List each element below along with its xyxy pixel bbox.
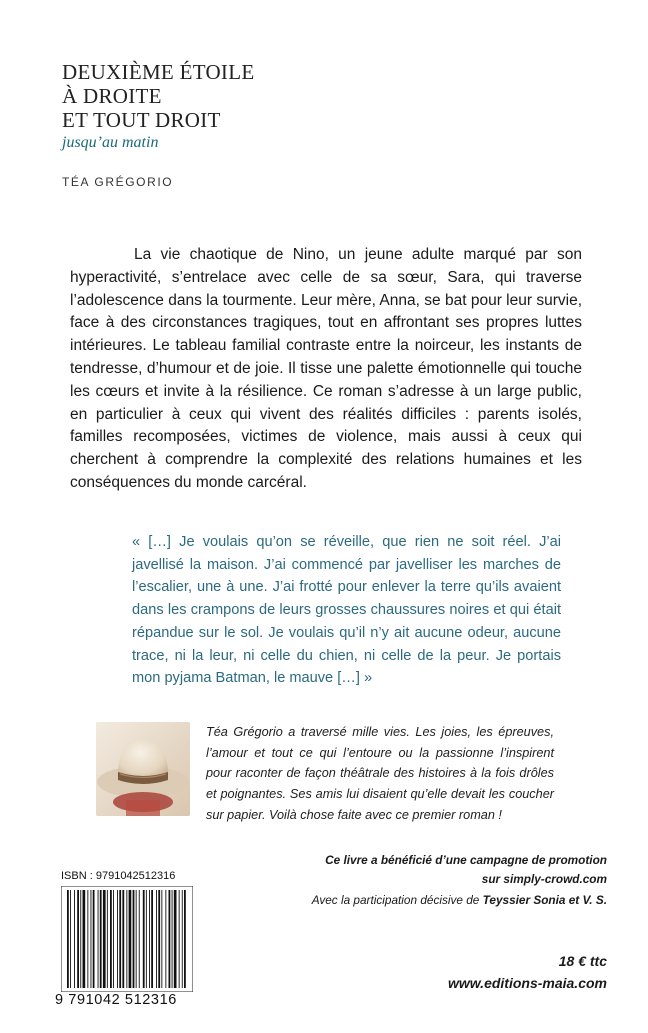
book-title [62,60,255,152]
barcode-bar [103,890,106,988]
barcode-bar [113,890,114,988]
barcode-bar [179,890,180,988]
author-name: TÉA GRÉGORIO [62,175,174,189]
author-bio: Téa Grégorio a traversé mille vies. Les joies, les épreuves, l’amour et tout ce qui l’entoure ou la passionne l’inspirent pour raconter de façon théâtrale des histoires à la fois drôles et poignantes. Ses amis lui disaient qu’elle devait les coucher sur papier. Voilà chose faite avec ce premier roman ! [206,725,554,822]
excerpt-quote: « […] Je voulais qu’on se réveille, que rien ne soit réel. J’ai javellisé la maison. J’ai commencé par javelliser les marches de l’escalier, une à une. J’ai frotté pour enlever la terre qu’ils avaient dans les crampons de leurs grosses chaussures noires et qui était répandue sur le sol. Je voulais qu’il n’y ait aucune odeur, aucune trace, ni la leur, ni celle du chien, ni celle de la peur. Je portais mon pyjama Batman, le mauve […] » [132,534,561,687]
barcode-bar [67,890,69,988]
author-photo [96,722,190,816]
barcode-bar [136,890,137,988]
promo-line-1: Ce livre a bénéficié d’une campagne de promotion [325,853,607,867]
barcode-bar [143,890,145,988]
barcode-bar [80,890,81,988]
book-price: 18 € ttc [558,953,607,969]
barcode-bar [107,890,108,988]
barcode-bar [149,890,150,988]
synopsis-paragraph: La vie chaotique de Nino, un jeune adulte marqué par son hyperactivité, s’entrelace avec celle de sa sœur, Sara, qui traverse l’adolescence dans la tourmente. Leur mère, Anna, se bat pour leur survie, face à des circonstances tragiques, tout en affrontant ses propres luttes intérieures. Le tableau familial contraste entre la noirceur, les instants de tendresse, d’humour et de joie. Il tisse une palette émotionnelle qui touche les cœurs et invite à la résilience. Ce roman s’adresse à un large public, en particulier à ceux qui vivent des réalités difficiles : parents isolés, familles recomposées, victimes de violence, mais aussi à ceux qui cherchent à comprendre la complexité des relations humaines et les conséquences du monde carcéral. [70,246,582,491]
barcode-bar [156,890,157,988]
participation-prefix: Avec la participation décisive de [311,893,483,907]
barcode-digits: 9 791042 512316 [55,992,177,1008]
barcode-bar [161,890,162,988]
barcode-bar [100,890,102,988]
barcode-bar [83,890,86,988]
participation-names: Teyssier Sonia et V. S. [482,893,607,907]
barcode-bar [98,890,99,988]
barcode-bar [93,890,95,988]
barcode [61,886,193,992]
barcode-bar [91,890,92,988]
participation-note [312,893,607,907]
book-subtitle: jusqu’au matin [62,134,159,151]
barcode-bar [122,890,124,988]
barcode-bar [126,890,127,988]
promo-line-2: sur simply-crowd.com [481,871,607,886]
publisher-website: www.editions-maia.com [448,975,607,991]
barcode-bar [129,890,132,988]
barcode-bar [172,890,173,988]
barcode-bar [174,890,177,988]
barcode-bar [165,890,166,988]
barcode-bar [184,890,186,988]
barcode-bar [133,890,135,988]
barcode-bar [151,890,153,988]
barcode-bar [70,890,71,988]
barcode-bar [119,890,121,988]
isbn-label: ISBN : 9791042512316 [61,870,176,882]
barcode-bar [87,890,88,988]
barcode-bar [158,890,160,988]
barcode-bar [139,890,140,988]
barcode-bar [169,890,171,988]
hat-photo-icon [96,722,190,816]
barcode-bar [77,890,79,988]
title-line-2: À DROITE [62,84,162,108]
title-line-1: DEUXIÈME ÉTOILE [62,60,255,84]
title-line-3: ET TOUT DROIT [62,108,221,132]
barcode-bar [110,890,112,988]
barcode-bar [146,890,147,988]
barcode-icon [61,886,193,992]
barcode-bar [182,890,183,988]
barcode-bar [74,890,75,988]
barcode-bar [117,890,118,988]
promo-note [325,851,607,888]
